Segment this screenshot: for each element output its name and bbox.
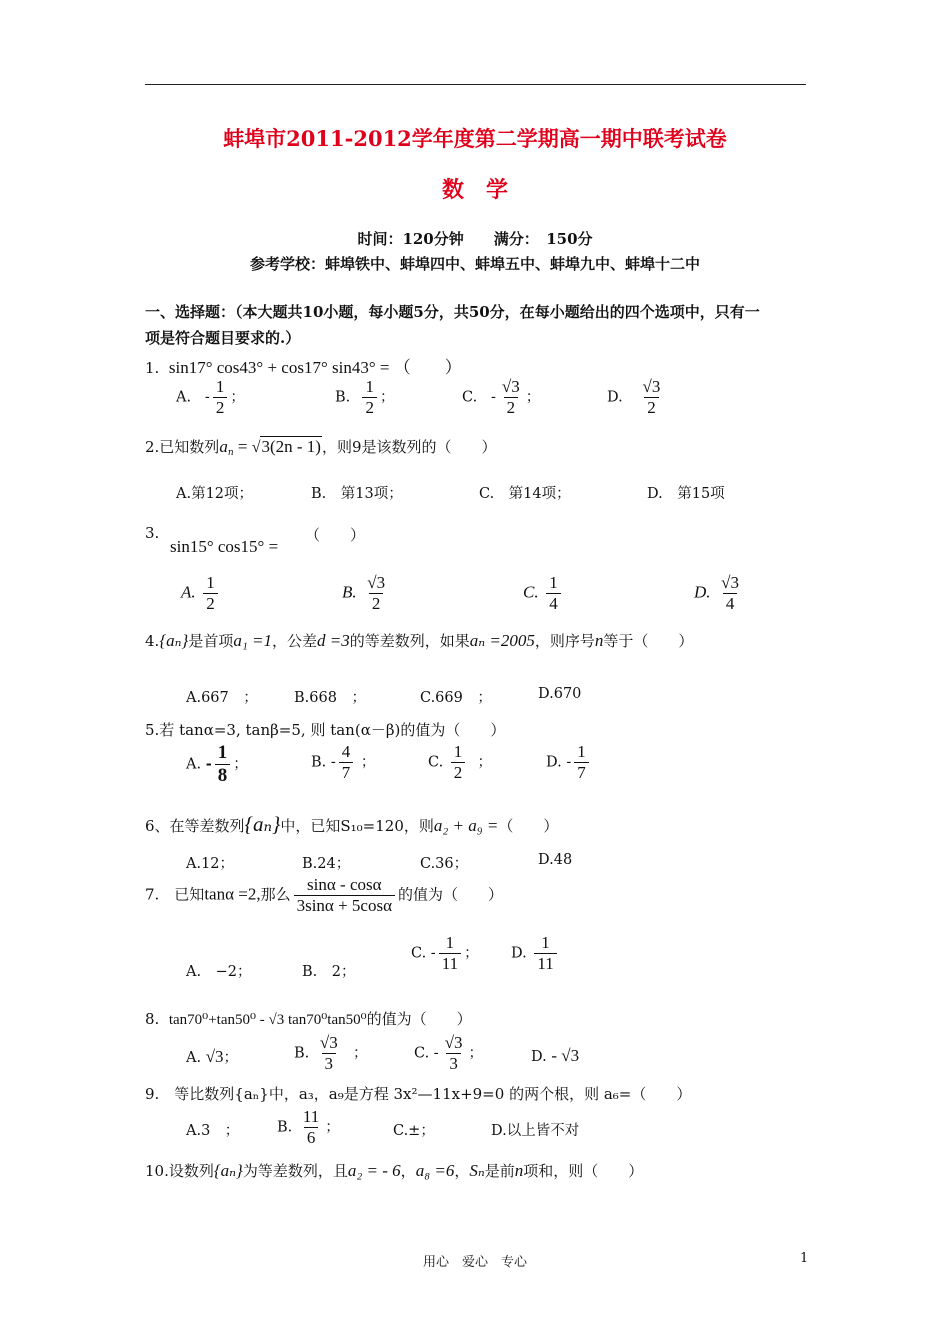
- question-10: 10.设数列{aₙ}为等差数列，且a₂ = - 6，a₈ =6，Sₙ是前n项和，则（ ）: [145, 1161, 644, 1180]
- header-rule: [145, 84, 806, 85]
- q9-option-a: A.3 ；: [186, 1123, 240, 1139]
- q4-option-b: B.668 ；: [294, 690, 366, 706]
- page-number: 1: [800, 1251, 809, 1266]
- q6-option-a: A.12；: [186, 856, 235, 872]
- time-info: 时间：120分钟 满分： 150分: [357, 230, 593, 248]
- q7-option-d: D. $\frac{1}{11}$: [511, 934, 560, 973]
- question-2: 2.已知数列$a_n = √3(2n - 1)$，则9是该数列的（ ）: [145, 437, 497, 458]
- q2-option-a: A.第12项；: [176, 486, 254, 502]
- question-3-expression: sin15° cos15° =: [170, 537, 279, 556]
- q1-option-a: A. - $\frac{1}{2}$ ；: [176, 377, 245, 417]
- q9-option-b: B. $\frac{11}{6}$ ；: [277, 1107, 340, 1147]
- section1-heading-cont: 项是符合题目要求的.）: [145, 329, 301, 347]
- q5-option-a: A. - $\frac{1}{8}$ ；: [186, 742, 248, 786]
- q2-option-b: B. 第13项；: [311, 486, 403, 502]
- q9-option-c: C.±；: [393, 1123, 435, 1139]
- section1-heading: 一、选择题：（本大题共10小题，每小题5分，共50分，在每小题给出的四个选项中，只有一: [145, 303, 760, 321]
- q8-option-a: A. √3；: [186, 1047, 239, 1066]
- school-list: 参考学校：蚌埠铁中、蚌埠四中、蚌埠五中、蚌埠九中、蚌埠十二中: [249, 255, 700, 273]
- q2-option-c: C. 第14项；: [479, 486, 571, 502]
- q5-option-d: D. - $\frac{1}{7}$: [546, 743, 592, 782]
- page-footer: 用心 爱心 专心: [422, 1255, 527, 1270]
- q7-option-c: C. - $\frac{1}{11}$ ；: [411, 933, 479, 973]
- q3-option-b: B. $\frac{√3}{2}$: [342, 573, 386, 613]
- q5-option-b: B. - $\frac{4}{7}$ ；: [311, 742, 376, 782]
- q4-option-c: C.669 ；: [420, 690, 492, 706]
- q3-option-a: A. $\frac{1}{2}$: [181, 574, 221, 613]
- question-4: 4.{aₙ}是首项a₁ =1，公差d =3的等差数列，如果aₙ =2005，则序号n等于（ ）: [145, 631, 694, 650]
- question-1: 1. sin17° cos43° + cos17° sin43° = （ ）: [145, 358, 462, 377]
- q2-option-d: D. 第15项: [647, 486, 725, 502]
- q1-option-c: C. - $\frac{√3}{2}$ ；: [462, 377, 541, 417]
- q1-expression: sin17° cos43° + cos17° sin43° = （ ）: [168, 358, 462, 377]
- question-6: 6、在等差数列{aₙ}中，已知S₁₀=120，则a₂ + a₉ =（ ）: [145, 812, 559, 836]
- question-7: 7. 已知tanα =2,那么 $\frac{\sin\alpha - \cos\alpha}{3\sin\alpha + 5\cos\alpha}$ 的值为（ ）: [145, 875, 504, 915]
- q1-option-d: D. $\frac{√3}{2}$: [607, 377, 661, 417]
- q1-option-b: B. $\frac{1}{2}$ ；: [335, 377, 395, 417]
- q4-option-a: A.667 ；: [186, 690, 258, 706]
- q6-option-c: C.36；: [420, 856, 469, 872]
- q7-option-b: B. 2；: [302, 964, 356, 980]
- q5-option-c: C. $\frac{1}{2}$ ；: [428, 742, 493, 782]
- q7-option-a: A. −2；: [186, 964, 252, 980]
- q9-option-d: D.以上皆不对: [491, 1123, 580, 1139]
- subject-title: 数 学: [441, 177, 508, 203]
- q8-option-d: D. - √3: [531, 1046, 580, 1065]
- exam-title: 蚌埠市2011-2012学年度第二学期高一期中联考试卷: [223, 126, 727, 151]
- q8-option-c: C. - $\frac{√3}{3}$ ；: [414, 1033, 484, 1073]
- q8-option-b: B. $\frac{√3}{3}$ ；: [294, 1033, 368, 1073]
- q4-option-d: D.670: [538, 686, 582, 702]
- question-9: 9. 等比数列{aₙ}中，a₃，a₉是方程 3x²—11x+9=0 的两个根，则 a₆=（ ）: [145, 1085, 692, 1103]
- question-3-number: 3.: [145, 524, 160, 542]
- question-8: 8. tan70⁰+tan50⁰ - √3 tan70⁰tan50⁰的值为（ ）: [145, 1010, 472, 1028]
- q6-option-d: D.48: [538, 852, 573, 868]
- question-5: 5.若 tanα=3, tanβ=5, 则 tan(α－β)的值为（ ）: [145, 721, 506, 739]
- q3-option-d: D. $\frac{√3}{4}$: [694, 573, 739, 613]
- question-3-paren: （ ）: [305, 526, 366, 544]
- q6-option-b: B.24；: [302, 856, 351, 872]
- q3-option-c: C. $\frac{1}{4}$: [523, 574, 564, 613]
